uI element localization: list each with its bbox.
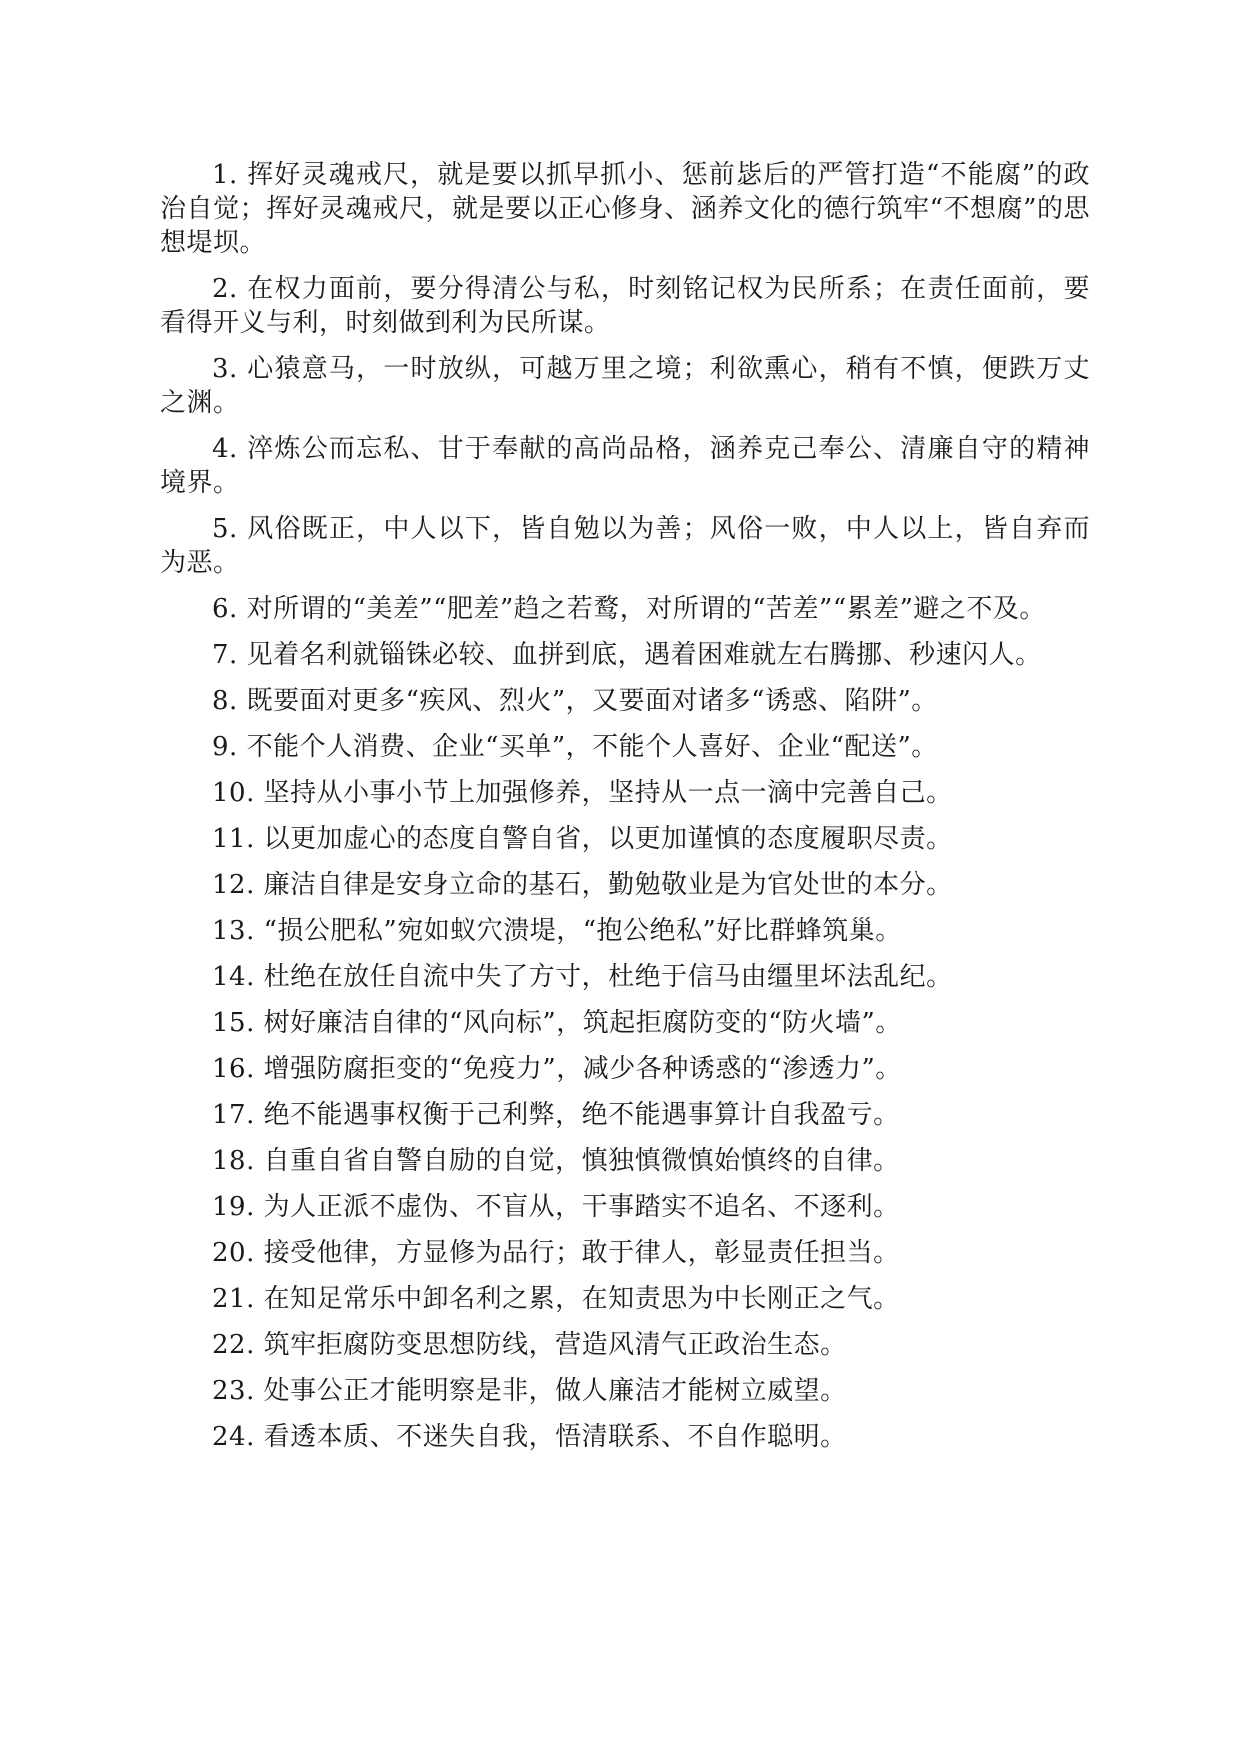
paragraph-14: 14. 杜绝在放任自流中失了方寸，杜绝于信马由缰里坏法乱纪。 bbox=[212, 962, 953, 992]
paragraph-8: 8. 既要面对更多“疾风、烈火”，又要面对诸多“诱惑、陷阱”。 bbox=[212, 686, 938, 716]
paragraph-11: 11. 以更加虚心的态度自警自省，以更加谨慎的态度履职尽责。 bbox=[212, 824, 953, 854]
paragraph-13: 13. “损公肥私”宛如蚁穴溃堤，“抱公绝私”好比群蜂筑巢。 bbox=[212, 916, 902, 946]
paragraph-7: 7. 见着名利就锱铢必较、血拼到底，遇着困难就左右腾挪、秒速闪人。 bbox=[212, 640, 1042, 670]
paragraph-12: 12. 廉洁自律是安身立命的基石，勤勉敬业是为官处世的本分。 bbox=[212, 870, 953, 900]
paragraph-20: 20. 接受他律，方显修为品行；敢于律人，彰显责任担当。 bbox=[212, 1238, 900, 1268]
paragraph-24: 24. 看透本质、不迷失自我，悟清联系、不自作聪明。 bbox=[212, 1422, 847, 1452]
paragraph-17: 17. 绝不能遇事权衡于己利弊，绝不能遇事算计自我盈亏。 bbox=[212, 1100, 900, 1130]
paragraph-15: 15. 树好廉洁自律的“风向标”，筑起拒腐防变的“防火墙”。 bbox=[212, 1008, 902, 1038]
paragraph-21: 21. 在知足常乐中卸名利之累，在知责思为中长刚正之气。 bbox=[212, 1284, 900, 1314]
paragraph-2: 2. 在权力面前，要分得清公与私，时刻铭记权为民所系；在责任面前，要看得开义与利，时刻做到利为民所谋。 bbox=[160, 274, 1090, 338]
paragraph-22: 22. 筑牢拒腐防变思想防线，营造风清气正政治生态。 bbox=[212, 1330, 847, 1360]
paragraph-1: 1. 挥好灵魂戒尺，就是要以抓早抓小、惩前毖后的严管打造“不能腐”的政治自觉；挥好灵魂戒尺，就是要以正心修身、涵养文化的德行筑牢“不想腐”的思想堤坝。 bbox=[160, 160, 1090, 258]
paragraph-16: 16. 增强防腐拒变的“免疫力”，减少各种诱惑的“渗透力”。 bbox=[212, 1054, 902, 1084]
paragraph-4: 4. 淬炼公而忘私、甘于奉献的高尚品格，涵养克己奉公、清廉自守的精神境界。 bbox=[160, 434, 1090, 498]
paragraph-3: 3. 心猿意马，一时放纵，可越万里之境；利欲熏心，稍有不慎，便跌万丈之渊。 bbox=[160, 354, 1090, 418]
paragraph-10: 10. 坚持从小事小节上加强修养，坚持从一点一滴中完善自己。 bbox=[212, 778, 953, 808]
paragraph-9: 9. 不能个人消费、企业“买单”，不能个人喜好、企业“配送”。 bbox=[212, 732, 938, 762]
document-body bbox=[160, 158, 1090, 1466]
paragraph-18: 18. 自重自省自警自励的自觉，慎独慎微慎始慎终的自律。 bbox=[212, 1146, 900, 1176]
paragraph-23: 23. 处事公正才能明察是非，做人廉洁才能树立威望。 bbox=[212, 1376, 847, 1406]
paragraph-5: 5. 风俗既正，中人以下，皆自勉以为善；风俗一败，中人以上，皆自弃而为恶。 bbox=[160, 514, 1090, 578]
paragraph-6: 6. 对所谓的“美差”“肥差”趋之若鹜，对所谓的“苦差”“累差”避之不及。 bbox=[212, 594, 1046, 624]
paragraph-19: 19. 为人正派不虚伪、不盲从，干事踏实不追名、不逐利。 bbox=[212, 1192, 900, 1222]
